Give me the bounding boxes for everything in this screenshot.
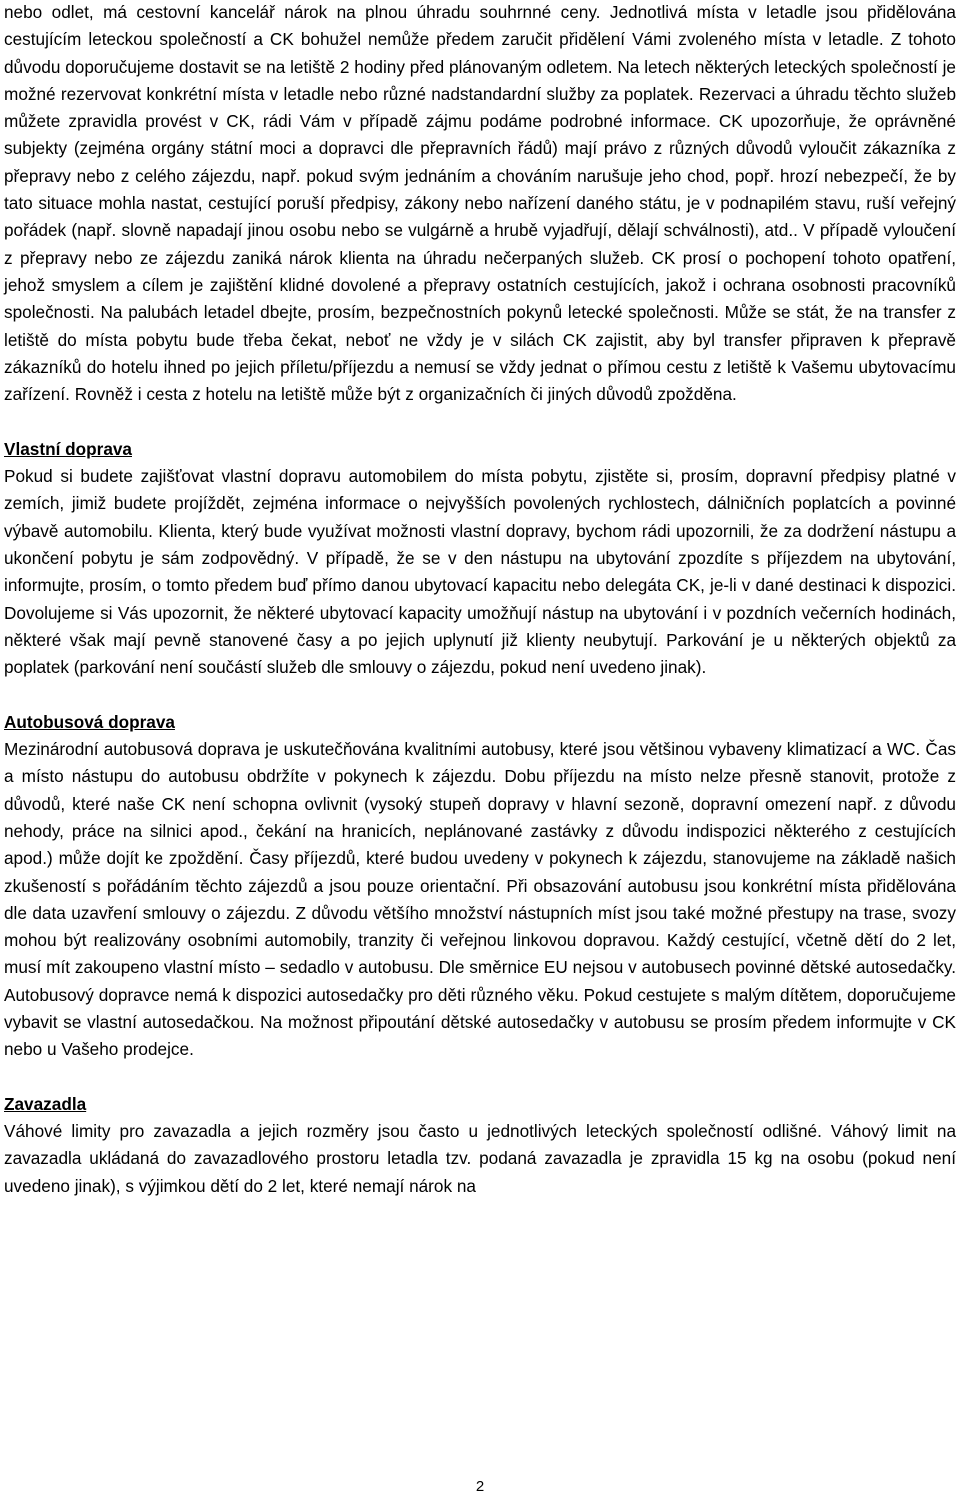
section-heading: Autobusová doprava <box>4 711 175 732</box>
document-page <box>4 0 956 1200</box>
section-vlastni-doprava <box>4 436 956 682</box>
page-number: 2 <box>475 1478 485 1495</box>
section-zavazadla <box>4 1091 956 1200</box>
paragraph-gap <box>4 1064 956 1091</box>
section-body: Váhové limity pro zavazadla a jejich rozměry jsou často u jednotlivých leteckých společností odlišné. Váhový limit na zavazadla ukládaná do zavazadlového prostoru letadla tzv. podaná zavazadla je zpravidla 15 kg na osobu (pokud není uvedeno jinak), s výjimkou dětí do 2 let, které nemají nárok na <box>4 1121 956 1196</box>
section-heading: Zavazadla <box>4 1093 87 1114</box>
section-autobusova-doprava <box>4 709 956 1064</box>
section-body: Pokud si budete zajišťovat vlastní dopravu automobilem do místa pobytu, zjistěte si, prosím, dopravní předpisy platné v zemích, jimiž budete projíždět, zejména informace o nejvyšších povolených rychlostech, dálničních poplatcích a povinné výbavě automobilu. Klienta, který bude využívat možnosti vlastní dopravy, bychom rádi upozornili, že za dodržení nástupu a ukončení pobytu je sám zodpovědný. V případě, že se v den nástupu na ubytování zpozdíte s příjezdem na ubytování, informujte, prosím, o tomto předem buď přímo danou ubytovací kapacitu nebo delegáta CK, je-li v dané destinaci k dispozici. Dovolujeme si Vás upozornit, že některé ubytovací kapacity umožňují nástup na ubytování i v pozdních večerních hodinách, některé však mají pevně stanovené časy a po jejich uplynutí již klienty neubytují. Parkování je u některých objektů za poplatek (parkování není součástí služeb dle smlouvy o zájezdu, pokud není uvedeno jinak). <box>4 466 956 678</box>
section-body: Mezinárodní autobusová doprava je uskutečňována kvalitními autobusy, které jsou většinou vybaveny klimatizací a WC. Čas a místo nástupu do autobusu obdržíte v pokynech k zájezdu. Dobu příjezdu na místo nelze přesně stanovit, protože z důvodů, které naše CK není schopna ovlivnit (vysoký stupeň dopravy v hlavní sezoně, dopravní omezení např. z důvodu nehody, práce na silnici apod., čekání na hranicích, neplánované zastávky z důvodu indispozici některého z cestujících apod.) může dojít ke zpoždění. Časy příjezdů, které budou uvedeny v pokynech k zájezdu, stanovujeme na základě našich zkušeností s pořádáním těchto zájezdů a jsou pouze orientační. Při obsazování autobusu jsou konkrétní místa přidělována dle data uzavření smlouvy o zájezdu. Z důvodu většího množství nástupních míst jsou také možné přestupy na trase, svozy mohou být realizovány osobními automobily, tranzity či veřejnou linkovou dopravou. Každý cestující, včetně dětí do 2 let, musí mít zakoupeno vlastní místo – sedadlo v autobusu. Dle směrnice EU nejsou v autobusech povinné dětské autosedačky. Autobusový dopravce nemá k dispozici autosedačky pro děti různého věku. Pokud cestujete s malým dítětem, doporučujeme vybavit se vlastní autosedačkou. Na možnost připoutání dětské autosedačky v autobusu se prosím předem informujte v CK nebo u Vašeho prodejce. <box>4 739 956 1060</box>
intro-paragraph: nebo odlet, má cestovní kancelář nárok na plnou úhradu souhrnné ceny. Jednotlivá místa v letadle jsou přidělována cestujícím leteckou společností a CK bohužel nemůže předem zaručit přidělení Vámi zvoleného místa v letadle. Z tohoto důvodu doporučujeme dostavit se na letiště 2 hodiny před plánovaným odletem. Na letech některých leteckých společností je možné rezervovat konkrétní místa v letadle nebo různé nadstandardní služby za poplatek. Rezervaci a úhradu těchto služeb můžete zpravidla provést v CK, rádi Vám v případě zájmu podáme podrobné informace. CK upozorňuje, že oprávněné subjekty (zejména orgány státní moci a dopravci dle přepravních řádů) mají právo z různých důvodů vyloučit zákazníka z přepravy nebo z celého zájezdu, např. pokud svým jednáním a chováním narušuje jeho chod, popř. hrozí nebezpečí, že by tato situace mohla nastat, cestující poruší předpisy, zákony nebo nařízení daného státu, je v podnapilém stavu, ruší veřejný pořádek (např. slovně napadají jinou osobu nebo se vulgárně a hrubě vyjadřují, dělají schválnosti), atd.. V případě vyloučení z přepravy nebo ze zájezdu zaniká nárok klienta na úhradu nečerpaných služeb. CK prosí o pochopení tohoto opatření, jehož smyslem a cílem je zajištění klidné dovolené a přepravy ostatních cestujících, jakož i ochrana osobnosti pracovníků společnosti. Na palubách letadel dbejte, prosím, bezpečnostních pokynů letecké společnosti. Může se stát, že na transfer z letiště do místa pobytu bude třeba čekat, neboť ne vždy je v silách CK zajistit, aby byl transfer připraven k přepravě zákazníků do hotelu ihned po jejich příletu/příjezdu a nemusí se vždy jednat o přímou cestu z letiště k Vašemu ubytovacímu zařízení. Rovněž i cesta z hotelu na letiště může být z organizačních či jiných důvodů zpožděna. <box>4 2 956 405</box>
paragraph-gap <box>4 681 956 708</box>
section-heading: Vlastní doprava <box>4 438 132 459</box>
paragraph-gap <box>4 408 956 435</box>
